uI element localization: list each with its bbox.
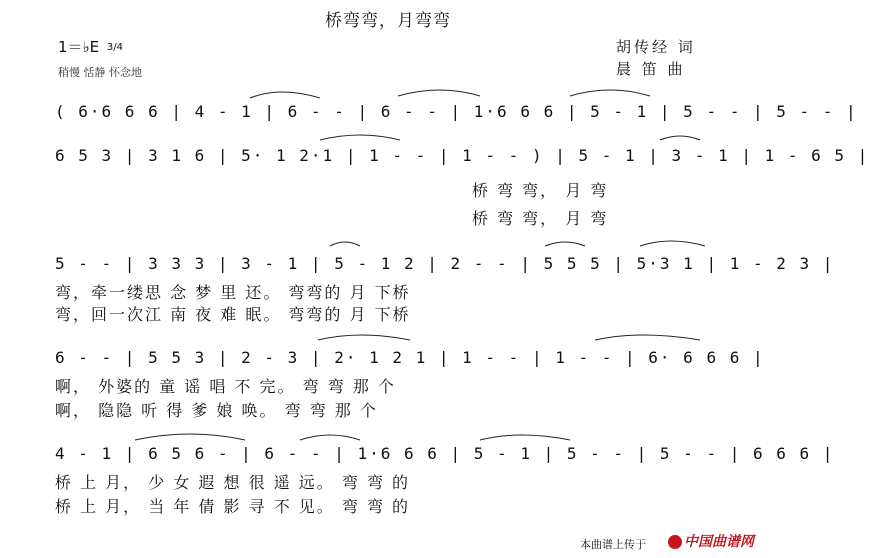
lyricist-credit: 胡传经 词 bbox=[616, 38, 696, 56]
tempo-marking: 稍慢 恬静 怀念地 bbox=[58, 66, 142, 79]
lyric-line: 桥 上 月， 少 女 遐 想 很 遥 远。 弯 弯 的 bbox=[55, 473, 411, 492]
score-system-3: 5 - - | 3 3 3 | 3 - 1 | 5 - 1 2 | 2 - - | 5 5 5 | 5·3 1 | 1 - 2 3 | bbox=[55, 254, 835, 273]
lyric-line: 弯，回一次江 南 夜 难 眠。 弯弯的 月 下桥 bbox=[55, 305, 411, 324]
lyric-line: 弯，牵一缕思 念 梦 里 还。 弯弯的 月 下桥 bbox=[55, 283, 411, 302]
lyric-line: 桥 弯 弯， 月 弯 bbox=[472, 181, 609, 200]
upload-note: 本曲谱上传于 bbox=[580, 538, 646, 551]
key-signature bbox=[58, 36, 123, 57]
logo-icon bbox=[668, 535, 682, 549]
lyric-line: 啊， 隐隐 听 得 爹 娘 唤。 弯 弯 那 个 bbox=[55, 401, 378, 420]
lyric-line: 桥 弯 弯， 月 弯 bbox=[472, 209, 609, 228]
key-label: 1＝♭E bbox=[58, 38, 100, 56]
lyric-line: 啊， 外婆的 童 谣 唱 不 完。 弯 弯 那 个 bbox=[55, 377, 396, 396]
composer-credit: 晨 笛 曲 bbox=[616, 60, 686, 78]
score-system-1: ( 6·6 6 6 | 4 - 1 | 6 - - | 6 - - | 1·6 6 6 | 5 - 1 | 5 - - | 5 - - | bbox=[55, 102, 858, 121]
score-system-5: 4 - 1 | 6 5 6 - | 6 - - | 1·6 6 6 | 5 - 1 | 5 - - | 5 - - | 6 6 6 | bbox=[55, 444, 835, 463]
score-system-4: 6 - - | 5 5 3 | 2 - 3 | 2· 1 2 1 | 1 - - | 1 - - | 6· 6 6 6 | bbox=[55, 348, 765, 367]
song-title: 桥弯弯，月弯弯 bbox=[325, 11, 451, 31]
site-logo-text: 中国曲谱网 bbox=[684, 534, 754, 550]
score-system-2: 6 5 3 | 3 1 6 | 5· 1 2·1 | 1 - - | 1 - - ) | 5 - 1 | 3 - 1 | 1 - 6 5 | bbox=[55, 146, 869, 165]
lyric-line: 桥 上 月， 当 年 倩 影 寻 不 见。 弯 弯 的 bbox=[55, 497, 411, 516]
site-logo bbox=[668, 531, 754, 551]
time-signature: 3/4 bbox=[106, 42, 123, 53]
